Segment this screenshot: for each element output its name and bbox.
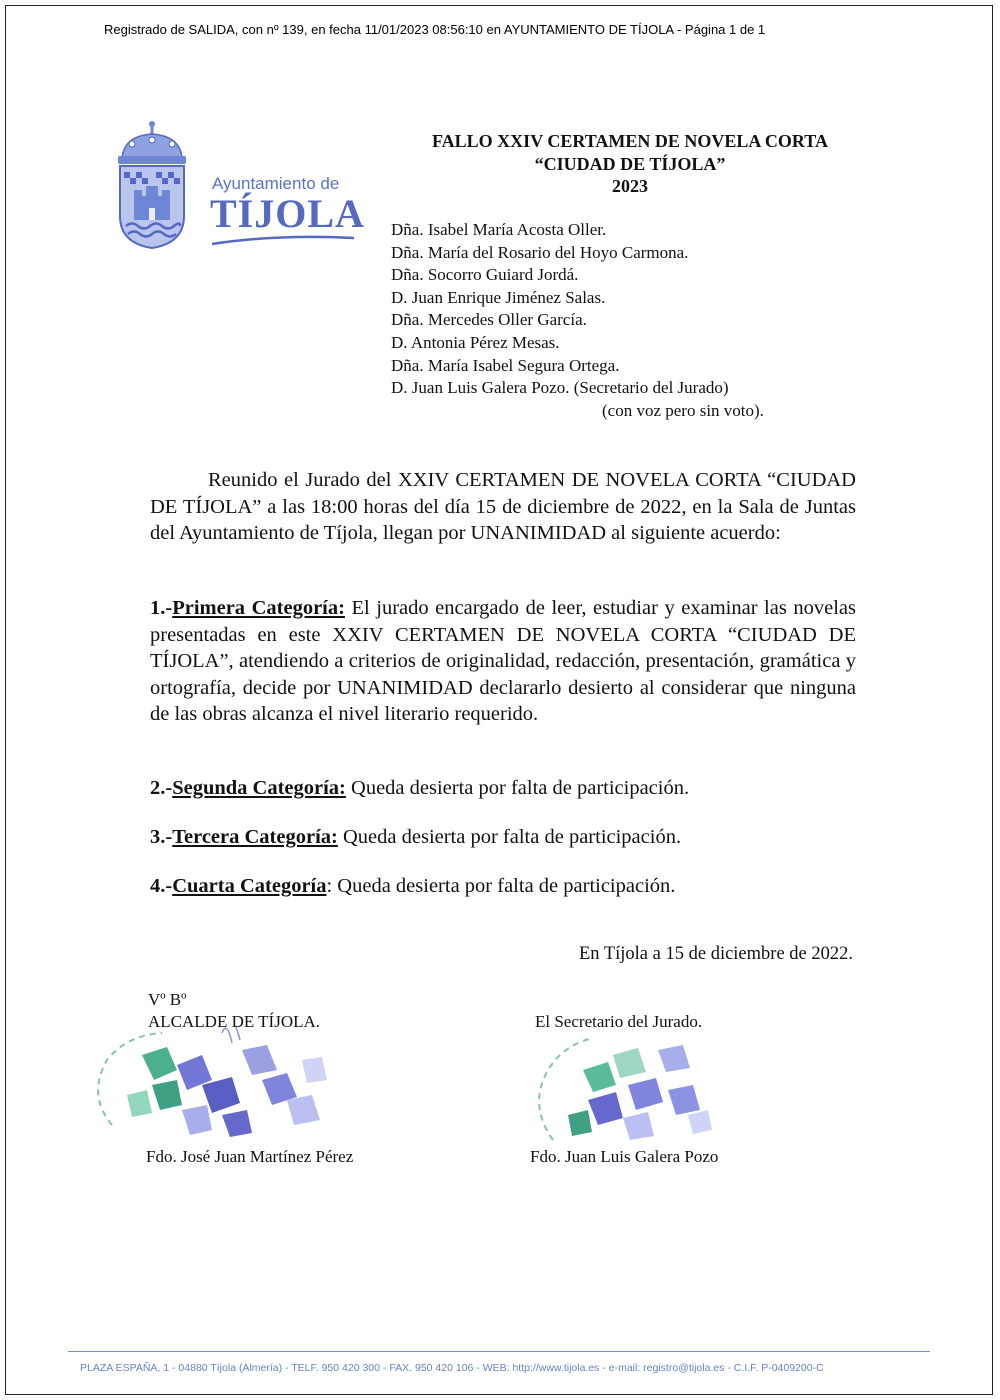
secretary-signature-name: Fdo. Juan Luis Galera Pozo bbox=[530, 1147, 719, 1166]
place-and-date: En Tíjola a 15 de diciembre de 2022. bbox=[579, 944, 853, 964]
logo-subtitle: Ayuntamiento de bbox=[212, 174, 340, 193]
mayor-role: ALCALDE DE TÍJOLA. bbox=[148, 1012, 321, 1031]
approval-mark: Vº Bº bbox=[148, 990, 187, 1009]
document-title bbox=[400, 130, 860, 198]
jury-member: Dña. María del Rosario del Hoyo Carmona. bbox=[391, 242, 689, 262]
category-3-number: 3.- bbox=[150, 826, 173, 848]
jury-members-list bbox=[391, 219, 861, 422]
title-line-2: “CIUDAD DE TÍJOLA” bbox=[534, 153, 726, 174]
jury-member: D. Antonia Pérez Mesas. bbox=[391, 332, 560, 352]
category-2-label: Segunda Categoría: bbox=[172, 777, 346, 799]
category-1-text: El jurado encargado de leer, estudiar y examinar las novelas presentadas en este XXIV CERTAMEN DE NOVELA CORTA “CIUDAD DE TÍJOLA”, atendiendo a criterios de originalidad, redacción, presentación, gramática y ortografía, decide por UNANIMIDAD declararlo desierto al considerar que ninguna de las obras alcanza el nivel literario requerido. bbox=[150, 597, 856, 725]
category-1-label: Primera Categoría: bbox=[172, 597, 345, 619]
jury-member: D. Juan Enrique Jiménez Salas. bbox=[391, 287, 606, 307]
logo-town-name: TÍJOLA bbox=[210, 191, 365, 236]
secretary-role: El Secretario del Jurado. bbox=[535, 1012, 703, 1031]
category-4-number: 4.- bbox=[150, 875, 173, 897]
secretary-note: (con voz pero sin voto). bbox=[602, 400, 764, 420]
category-1-paragraph bbox=[150, 595, 856, 728]
category-3-line bbox=[150, 824, 856, 850]
category-3-text: Queda desierta por falta de participación. bbox=[337, 826, 682, 848]
category-2-number: 2.- bbox=[150, 777, 173, 799]
mayor-signature-name: Fdo. José Juan Martínez Pérez bbox=[146, 1147, 354, 1166]
jury-member: Dña. Isabel María Acosta Oller. bbox=[391, 220, 607, 239]
title-line-1: FALLO XXIV CERTAMEN DE NOVELA CORTA bbox=[432, 131, 828, 151]
category-2-text: Queda desierta por falta de participación. bbox=[345, 777, 690, 799]
category-4-text: : Queda desierta por falta de participación. bbox=[326, 875, 676, 897]
category-2-line bbox=[150, 775, 856, 801]
official-stamp-left-icon bbox=[82, 1025, 332, 1145]
category-4-line bbox=[150, 873, 856, 899]
jury-member: Dña. Socorro Guiard Jordá. bbox=[391, 265, 579, 285]
jury-member: Dña. María Isabel Segura Ortega. bbox=[391, 355, 620, 375]
category-3-label: Tercera Categoría: bbox=[172, 826, 338, 848]
jury-member: D. Juan Luis Galera Pozo. (Secretario del Jurado) bbox=[391, 378, 729, 398]
jury-member: Dña. Mercedes Oller García. bbox=[391, 310, 587, 330]
coat-of-arms-icon bbox=[112, 118, 192, 253]
category-1-number: 1.- bbox=[150, 597, 173, 619]
category-4-label: Cuarta Categoría bbox=[172, 875, 327, 897]
registry-stamp-line: Registrado de SALIDA, con nº 139, en fecha 11/01/2023 08:56:10 en AYUNTAMIENTO DE TÍJOLA - Página 1 de 1 bbox=[104, 22, 766, 37]
title-line-3: 2023 bbox=[612, 176, 648, 196]
footer-contact-info: PLAZA ESPAÑA, 1 - 04880 Tíjola (Almería) - TELF. 950 420 300 - FAX. 950 420 106 - WEB: http://www.tijola.es - e-mail: registro@tijola.es - C.I.F. P-0409200-C bbox=[80, 1362, 824, 1374]
intro-paragraph: Reunido el Jurado del XXIV CERTAMEN DE NOVELA CORTA “CIUDAD DE TÍJOLA” a las 18:00 horas del día 15 de diciembre de 2022, en la Sala de Juntas del Ayuntamiento de Tíjola, llegan por UNANIMIDAD al siguiente acuerdo: bbox=[150, 469, 856, 544]
footer-divider bbox=[68, 1351, 930, 1352]
logo-swoosh-icon bbox=[208, 230, 358, 250]
official-stamp-right-icon bbox=[528, 1030, 718, 1150]
